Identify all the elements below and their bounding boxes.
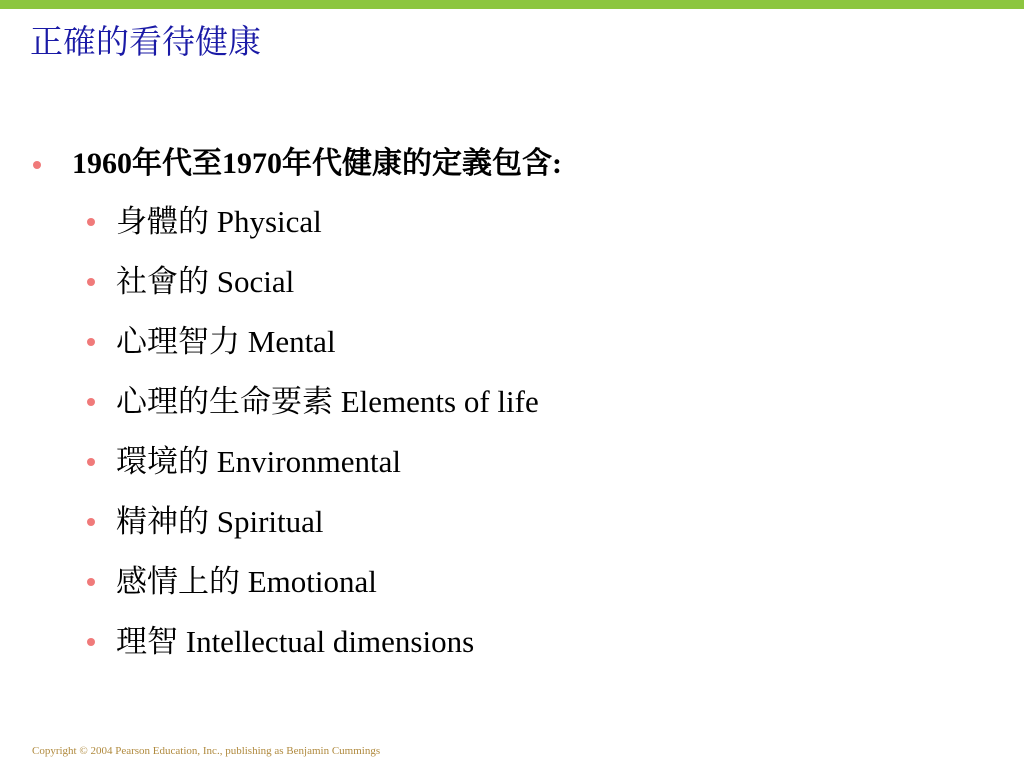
bullet-icon <box>87 338 95 346</box>
slide-title: 正確的看待健康 <box>30 22 261 61</box>
bullet-icon <box>87 458 95 466</box>
copyright-footer: Copyright © 2004 Pearson Education, Inc., publishing as Benjamin Cummings <box>32 745 381 757</box>
bullet-icon <box>87 278 95 286</box>
main-bullet-text: 1960年代至1970年代健康的定義包含: <box>72 147 562 180</box>
sub-bullet-text: 理智 Intellectual dimensions <box>116 624 475 659</box>
sub-bullet-text: 心理的生命要素 Elements of life <box>116 384 539 419</box>
sub-bullet-text: 精神的 Spiritual <box>116 504 324 539</box>
sub-bullet-text: 感情上的 Emotional <box>116 564 377 599</box>
bullet-icon <box>87 218 95 226</box>
bullet-icon <box>87 578 95 586</box>
sub-bullet-text: 身體的 Physical <box>116 204 322 239</box>
sub-bullet-text: 心理智力 Mental <box>116 324 336 359</box>
sub-bullet-text: 社會的 Social <box>116 264 295 299</box>
bullet-icon <box>87 638 95 646</box>
bullet-icon <box>87 518 95 526</box>
bullet-icon <box>87 398 95 406</box>
sub-bullet-text: 環境的 Environmental <box>116 444 401 479</box>
bullet-icon <box>33 161 41 169</box>
